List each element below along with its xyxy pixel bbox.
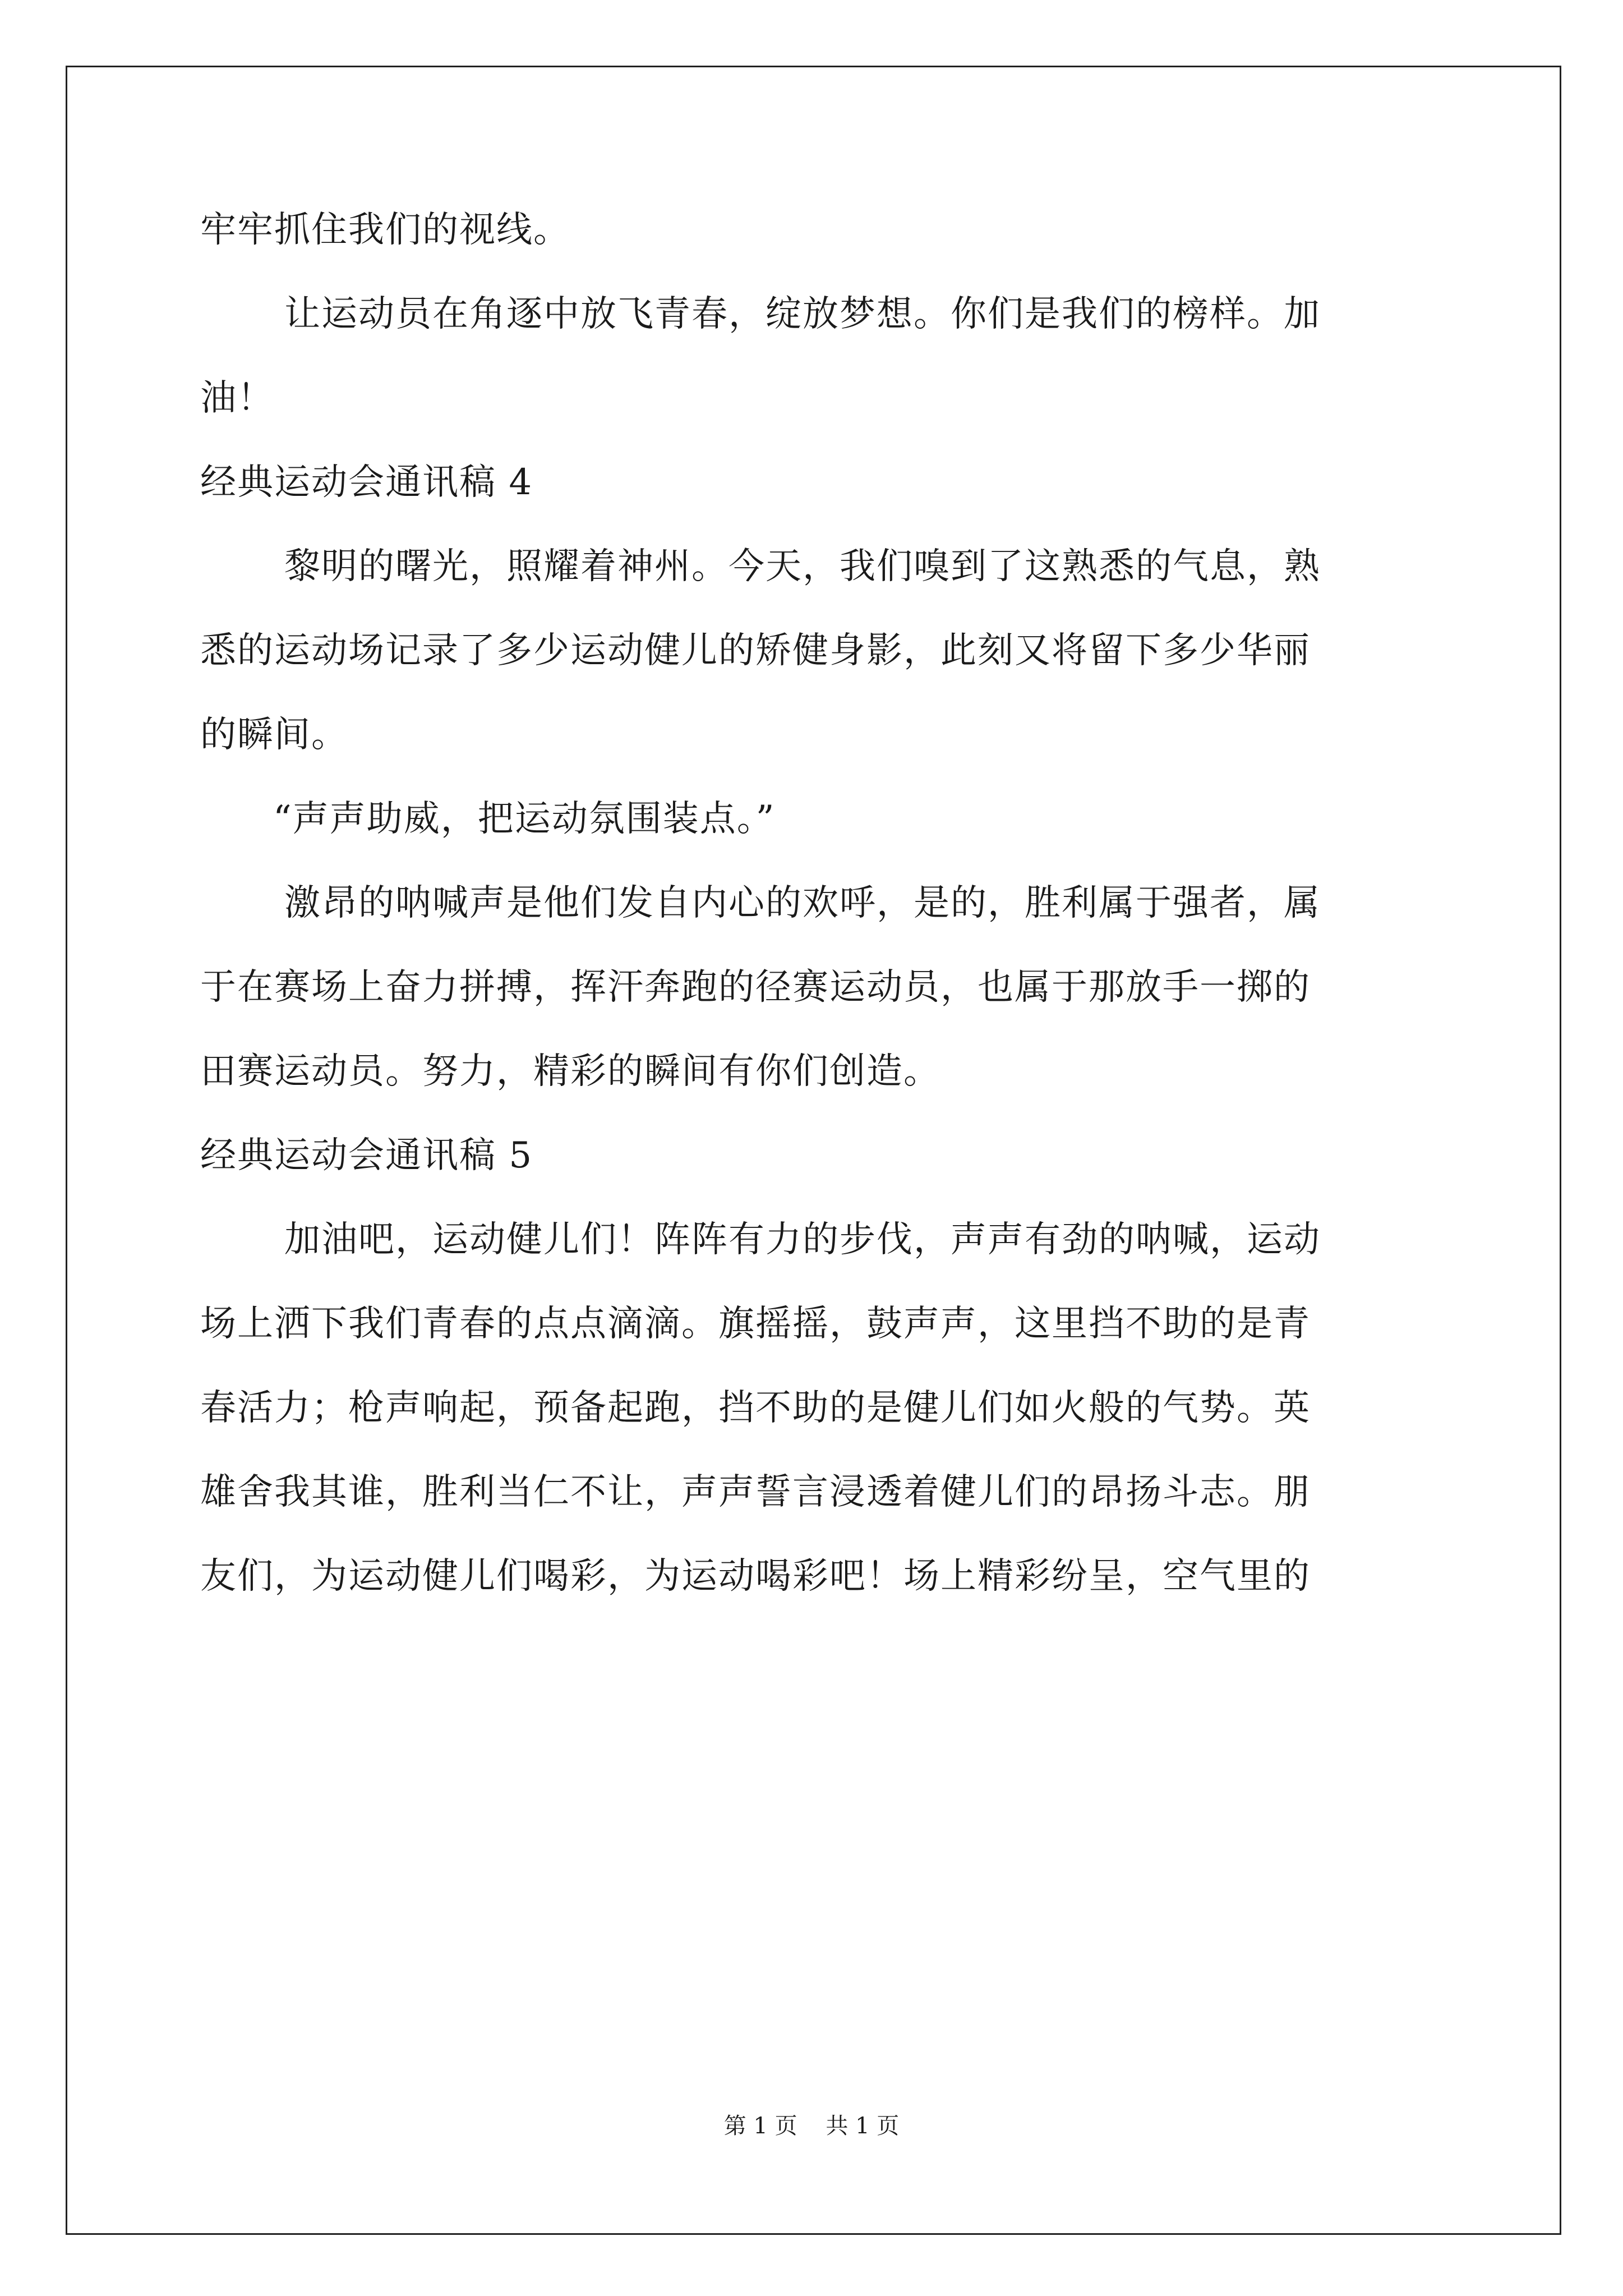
page-number-footer: 第 1 页 共 1 页 xyxy=(723,2113,900,2139)
text-line: 友们，为运动健儿们喝彩，为运动喝彩吧！场上精彩纷呈，空气里的 xyxy=(200,1556,1311,1597)
text-line: 田赛运动员。努力，精彩的瞬间有你们创造。 xyxy=(200,1051,940,1092)
section-heading: 经典运动会通讯稿 4 xyxy=(200,462,533,503)
section-heading: 经典运动会通讯稿 5 xyxy=(200,1135,533,1176)
text-line: 的瞬间。 xyxy=(200,714,348,756)
text-line: 春活力；枪声响起，预备起跑，挡不助的是健儿们如火般的气势。英 xyxy=(200,1387,1311,1429)
text-line: 油！ xyxy=(200,378,274,419)
paragraph-line: 让运动员在角逐中放飞青春，绽放梦想。你们是我们的榜样。加 xyxy=(284,293,1321,335)
text-line: 于在赛场上奋力拼搏，挥汗奔跑的径赛运动员，也属于那放手一掷的 xyxy=(200,967,1311,1008)
text-line: 悉的运动场记录了多少运动健儿的矫健身影，此刻又将留下多少华丽 xyxy=(200,630,1311,671)
text-line: 牢牢抓住我们的视线。 xyxy=(200,209,570,251)
paragraph-line: 加油吧，运动健儿们！阵阵有力的步伐，声声有劲的呐喊，运动 xyxy=(284,1219,1321,1260)
quote-line: “声声助威，把运动氛围装点。” xyxy=(273,798,776,840)
text-line: 雄舍我其谁，胜利当仁不让，声声誓言浸透着健儿们的昂扬斗志。朋 xyxy=(200,1471,1311,1513)
paragraph-line: 激昂的呐喊声是他们发自内心的欢呼，是的，胜利属于强者，属 xyxy=(284,882,1321,924)
paragraph-line: 黎明的曙光，照耀着神州。今天，我们嗅到了这熟悉的气息，熟 xyxy=(284,546,1321,587)
text-line: 场上洒下我们青春的点点滴滴。旗摇摇，鼓声声，这里挡不助的是青 xyxy=(200,1303,1311,1345)
